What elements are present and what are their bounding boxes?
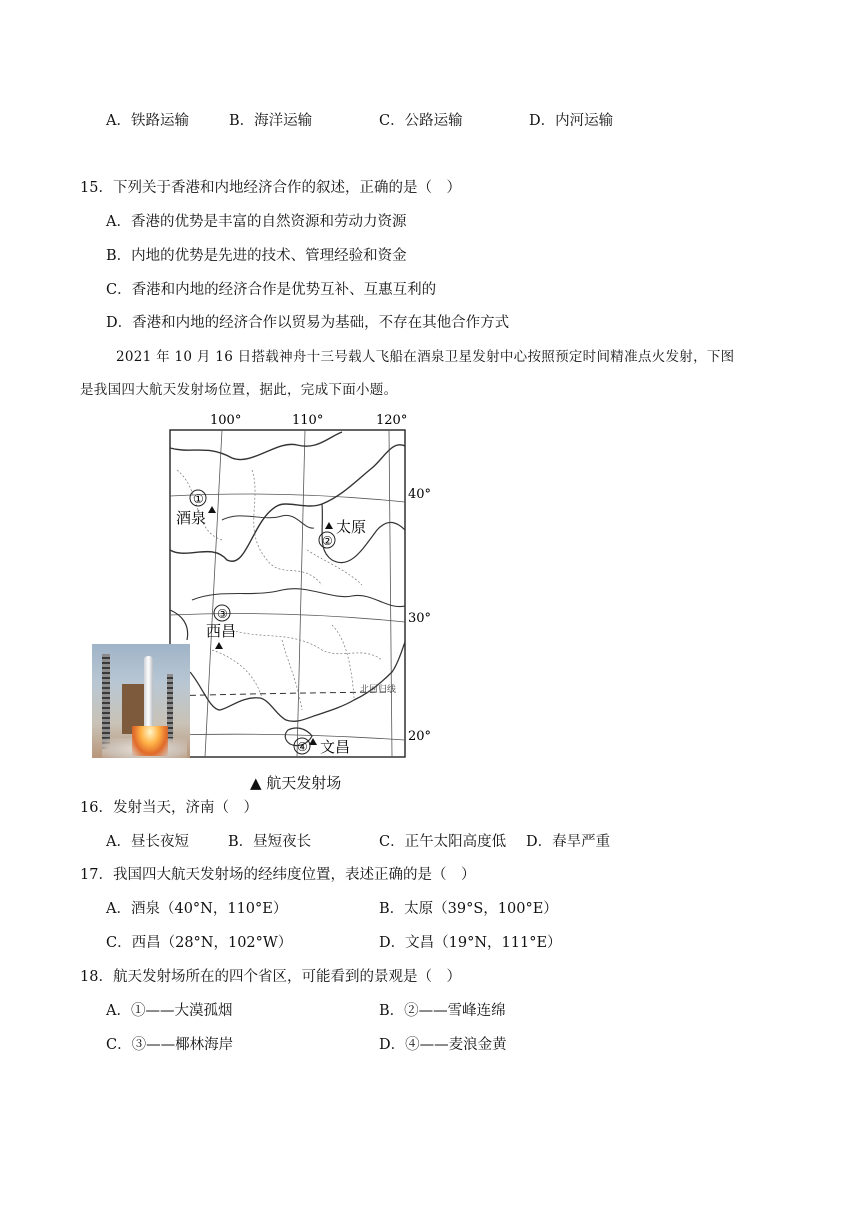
q18-option-a: A．①——大漠孤烟 [106,1003,233,1019]
q17-option-d: D．文昌（19°N，111°E） [379,935,562,951]
border-mid [170,445,405,562]
site-1-number: ① [193,492,204,506]
site-2-name: 太原 [336,518,367,536]
q15-option-a: A．香港的优势是丰富的自然资源和劳动力资源 [106,214,407,230]
q17-option-b: B．太原（39°S，100°E） [379,901,558,917]
river-yangtze [192,589,405,607]
launch-site-map [92,410,442,795]
lon-120-line [389,430,392,757]
jiuquan-marker [208,506,216,513]
river-yellow [222,515,314,528]
map-frame [170,430,405,757]
q15-option-b: B．内地的优势是先进的技术、管理经验和资金 [106,248,407,264]
map-legend: ▲ 航天发射场 [250,774,342,792]
lat-label-40: 40° [408,487,432,502]
tropic-label: 北回归线 [360,685,397,695]
site-1-name: 酒泉 [176,509,207,527]
q16-option-c: C．正午太阳高度低 [379,834,507,850]
lat-label-30: 30° [408,611,432,626]
xichang-marker [215,642,223,649]
lat-30-line [170,614,405,622]
q14-option-b: B．海洋运输 [229,113,313,129]
lon-label-100: 100° [210,413,242,428]
taiyuan-marker [325,522,333,529]
q15-stem: 15．下列关于香港和内地经济合作的叙述，正确的是（ ） [80,180,461,196]
site-4-number: ④ [297,740,308,754]
q15-option-d: D．香港和内地的经济合作以贸易为基础，不存在其他合作方式 [106,315,510,331]
province-borders [177,470,382,710]
lon-110-line [297,430,305,757]
q18-option-b: B．②——雪峰连绵 [379,1003,506,1019]
q18-stem: 18．航天发射场所在的四个省区，可能看到的景观是（ ） [80,969,461,985]
q16-option-b: B．昼短夜长 [228,834,312,850]
q14-option-a: A．铁路运输 [106,113,189,129]
intro-line-2: 是我国四大航天发射场位置，据此，完成下面小题。 [80,382,398,398]
lon-label-120: 120° [376,413,408,428]
intro-line-1: 2021 年 10 月 16 日搭载神舟十三号载人飞船在酒泉卫星发射中心按照预定时间精准点火发射，下图 [116,349,735,365]
rocket-launch-photo [92,644,190,758]
q16-option-d: D．春旱严重 [526,834,611,850]
q17-option-a: A．酒泉（40°N，110°E） [106,901,288,917]
q16-stem: 16．发射当天，济南（ ） [80,800,258,816]
site-3-number: ③ [217,607,228,621]
q16-option-a: A．昼长夜短 [106,834,189,850]
lat-20-line [170,734,405,740]
q14-option-d: D．内河运输 [529,113,614,129]
site-3-name: 西昌 [206,622,237,640]
lat-label-20: 20° [408,729,432,744]
q17-stem: 17．我国四大航天发射场的经纬度位置，表述正确的是（ ） [80,867,476,883]
q18-option-c: C．③——椰林海岸 [106,1037,234,1053]
border-north [170,432,342,460]
q14-option-c: C．公路运输 [379,113,463,129]
q17-option-c: C．西昌（28°N，102°W） [106,935,293,951]
site-2-number: ② [322,534,333,548]
q15-option-c: C．香港和内地的经济合作是优势互补、互惠互利的 [106,282,437,298]
lon-label-110: 110° [292,413,324,428]
coastline-south [190,642,405,721]
site-4-name: 文昌 [320,738,351,756]
q18-option-d: D．④——麦浪金黄 [379,1037,507,1053]
